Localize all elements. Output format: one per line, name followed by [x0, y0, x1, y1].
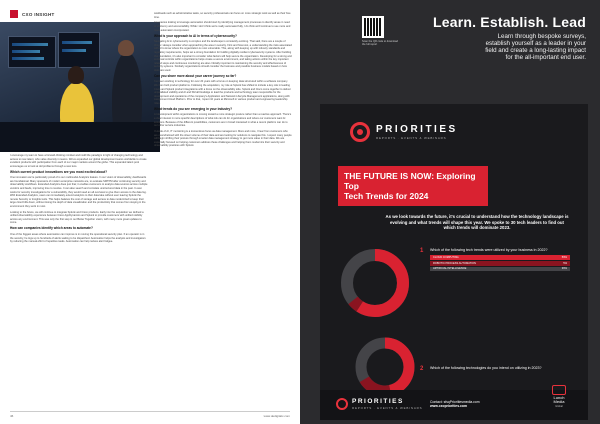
article-question: What trends do you see emerging in your industry? [154, 106, 233, 111]
monitor-screen [58, 32, 100, 68]
poster-footer [320, 390, 588, 420]
qr-code-icon[interactable] [362, 16, 384, 38]
person-head [118, 40, 134, 56]
right-page [300, 0, 600, 424]
article-paragraph: Looking to the future, we will continue to integrate Splunk and Cisco products. Early into the acquisition we defined a unified observability experience between Cisco AppDynamics and Splunk to provide customers with unified visibility across any environment. This was only the first step in our Better Together vision, with many more great updates to come. [10, 210, 144, 225]
report-intro: As we look towards the future, it's crucial to understand how the technology landscape is evolving and what trends will shape this year. We spoke to 30 tech leaders to find out which trends will dominate 2023. [385, 214, 569, 231]
contact-website[interactable]: www.cxopriorities.com [430, 404, 467, 409]
article-paragraph: I've been working in technology for over 20 years with a focus on keeping data structured within a software company. We then built product platforms. Following the acquisition, my role at Splunk has shifted to include a key role in leading Cisco and Splunk product integrations with a focus on the observability side. Splunk and Cisco come together to deliver unparalleled visibility and AI and SM all DevEdge to lead the products and technology team responsible for the development and operations of the company's Application and Network Lifecycle Management applications, along with Assignment Cloud Platform. Prior to that, I spent 10 years at Microsoft in various product and engineering leadership roles. [154, 80, 291, 105]
article-paragraph: I encourage my team to have a forward-thinking mindset and instill the paradigm in light of changing technology and access to new talent, who value diversity in teams. We've expanded our global development teams worldwide to create excellent products with participation from each of our major markets around the globe. This expanded talent pool encourages us to look at old problems through a new lens. [10, 154, 147, 168]
lunch-logo-text: Global [555, 404, 563, 408]
article-paragraph: One of the biggest areas where automation can improve is in moving the operational security plan. If an operator is in the security, he logs up to hundreds of alerts waiting to be dispatched. Automation helps the analysts and investigators by reducing the manual effort of repetitive tasks. Automation can help reduce alert fatigue. [10, 233, 146, 244]
article-paragraph: workloads such as administrative tasks, so security professionals can focus on more strategic work as well as their free time. [154, 12, 291, 19]
contact-block [430, 400, 480, 409]
monitor-screen [8, 36, 56, 68]
banner-title-line: Tech Trends for 2024 [344, 191, 429, 201]
section-tag [10, 10, 55, 18]
page-number: 46 [10, 414, 14, 418]
article-question: What is your approach to AI in terms of cybersecurity? [154, 33, 237, 38]
answer-row: CLOUD COMPUTING 59% [430, 255, 570, 260]
website-link[interactable]: www.dedigitalx.com [263, 414, 290, 418]
article-paragraph: Companies looking to leverage automation should start by identifying management processes to identify areas in need of efficiency and accountability. While I don't think we're really automated fully, I do think we'll continue to see more and more automation incorporated. [154, 21, 291, 32]
banner-title-line: THE FUTURE IS NOW: Exploring Top [344, 171, 476, 191]
question-text: Which of the following tech trends were utilized by your business in 2022? [430, 248, 548, 252]
question-number: 1 [420, 248, 424, 254]
article-paragraph: Navigating AI in cybersecurity is complex and the landscape is constantly evolving. That said, there are a couple of things I always consider when approaching the area in security. First and foremost, a understanding the risks associated with AI to know where the organization is most vulnerable. This, along with keeping up with industry standards and regulatory requirements, helps set a strong foundation for building digitally resilient cybersecurity systems. After building that foundation, it's also important to consider what factors will help secure the organization. Developing for a strong and continual controls within organizations helps create a secure environment, and taking actions within the key important related steps and continuous monitoring are also critically important to maintaining the security and effectiveness of security systems. Similarly organizations should consider the business and possible business models based on how tools are used. [154, 40, 292, 72]
survey-question-1 [420, 248, 570, 272]
article-column-2 [154, 12, 292, 410]
qr-caption: Scan the QR code to download the full report [362, 40, 398, 47]
headline-title: Learn. Establish. Lead [433, 14, 586, 30]
footer-tagline: REPORTS · EVENTS & WEBINARS [352, 406, 423, 410]
section-tag-label: CXO INSIGHT [22, 11, 55, 17]
donut-chart-1 [336, 244, 414, 322]
question-number: 2 [420, 366, 424, 372]
person-head [68, 66, 84, 84]
article-column-1 [10, 154, 148, 409]
hero-photo [0, 22, 160, 152]
desk [0, 122, 160, 152]
headline-subtitle: Learn through bespoke surveys, establish yourself as a leader in your field and create a long-lasting impact for the all-important end user. [485, 33, 586, 61]
article-paragraph: One innovation we're particularly proud of is our multimodel Analytics feature. In our vision of observability, dashboards are foundational. Many operators of modern enterprise networks are, to evaluate SMTPM after continuing security and observability workflows. Extended Analytics does just that; it enables customers to analyze data sources across multiple vendors and feeds, improving time to resolve. It can also search and correlate unstructured data in the past. It even works for security investigations for a vulnerability, they would need an all overview to give them access to the data log. With Extended Analytics, users can immediately extend analytics to their data lake without ever leaving Splunk the remote Security or Insights tools. This helps balance the cost of storage and access to data modernized to keep their large cloud bills down, without losing the depth of data visualization and the productivity that comes from staying in the environment they work in most. [10, 176, 148, 208]
brand-tagline: REPORTS · EVENTS & WEBINARS [376, 136, 447, 140]
survey-question-2 [420, 366, 570, 373]
report-poster [320, 104, 588, 420]
lunch-logo-text: Media [553, 399, 565, 405]
tag-marker-icon [10, 10, 18, 18]
article-question: Can you share more about your career journey so far? [154, 73, 237, 78]
answer-row: ARTIFICIAL INTELLIGENCE 36% [430, 267, 570, 272]
priorities-logo [350, 122, 458, 142]
contact-email[interactable]: Contact: sfsqPrioritiesmedia.com [430, 400, 480, 404]
footer-logo [336, 398, 422, 410]
priorities-ring-icon [350, 122, 370, 142]
article-question: How can companies identify which areas to automate? [10, 226, 93, 231]
report-title-banner [338, 166, 488, 206]
article-question: Which current product innovations are you most excited about? [10, 169, 108, 174]
footer-brand: PRIORITIES [352, 398, 404, 405]
article-paragraph: AI development within organizations is moving toward a more strategic posture rather than a reactive approach. There's a clear interest in more specific descriptions of what AIs can do for organizations and where our customers want AI solutions. Because of the different possibilities, customers are in broad interested in what a recent platform can do to our other service industries. [154, 113, 292, 128]
lunch-media-logo [552, 385, 566, 409]
answer-row: ROBOTIC PROCESS AUTOMATION 5% [430, 261, 570, 266]
lunch-media-icon [552, 385, 566, 395]
question-text: Which of the following technologies do you intend on utilizing in 2023? [430, 366, 542, 370]
brand-name: PRIORITIES [376, 124, 458, 135]
left-page-footer [10, 411, 290, 418]
priorities-ring-icon [336, 398, 348, 410]
article-paragraph: Outside of AI, IT monitoring is a tremendous focus as data management. More and more, I hear from customers who are overwhelmed with the sheer volume of their data and are looking for solutions to navigate this. I expect many people will begin shifting their posture through smarter data management strategy to get more value in their data. We are especially focused on helping customers address these challenges and helping them modernize their security and observability practices with Splunk. [154, 130, 292, 148]
lunch-logo-text: Lunch [553, 395, 565, 400]
headline-block [433, 14, 586, 61]
